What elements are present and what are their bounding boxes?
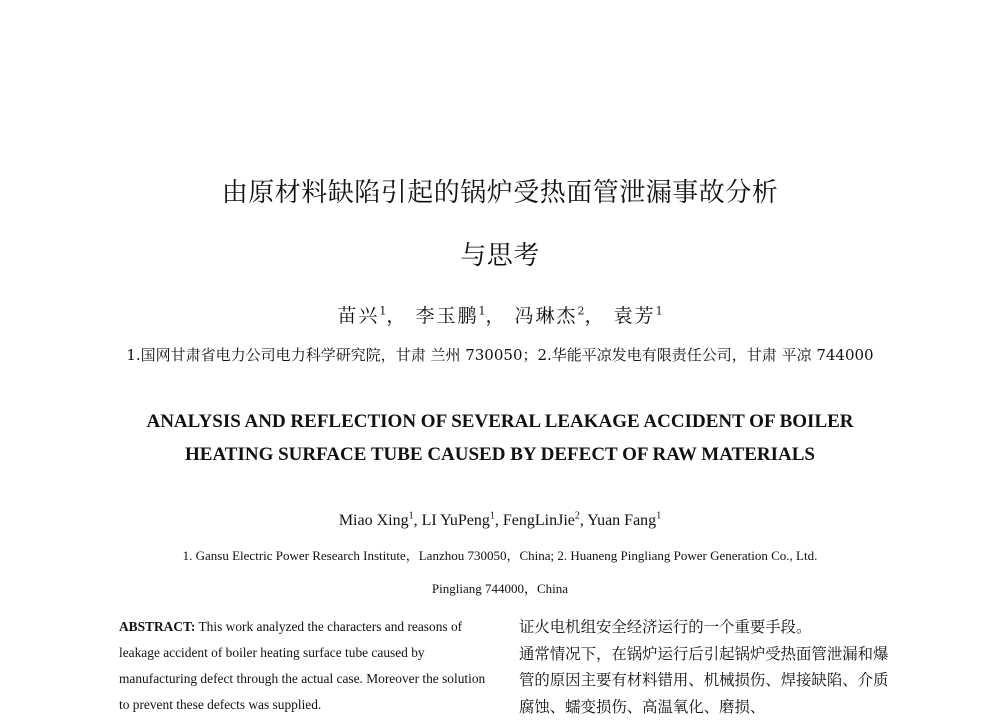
abstract-en [119, 614, 491, 718]
abstract-text: This work analyzed the characters and reasons of leakage accident of boiler heating surface tube caused by manufacturing defect through the actual case. Moreover the solution to prevent these defects was supplied. [119, 619, 485, 712]
author-list-cn [0, 301, 1000, 328]
paper-title-en: ANALYSIS AND REFLECTION OF SEVERAL LEAKAGE ACCIDENT OF BOILER HEATING SURFACE TUBE CAUSED BY DEFECT OF RAW MATERIALS [140, 405, 860, 471]
paper-title-cn-line1: 由原材料缺陷引起的锅炉受热面管泄漏事故分析 [0, 172, 1000, 209]
author-cn: 袁芳$^1$ [614, 305, 663, 327]
author-cn: 李玉鹏$^1$， [415, 305, 506, 327]
affiliation-cn: 1.国网甘肃省电力公司电力科学研究院，甘肃 兰州 730050；2.华能平凉发电有限责任公司，甘肃 平凉 744000 [120, 342, 880, 368]
paper-title-cn-line2: 与思考 [0, 235, 1000, 272]
author-cn: 苗兴$^1$， [337, 305, 407, 327]
body-text-cn [519, 614, 891, 720]
abstract-label: ABSTRACT: [119, 619, 195, 634]
affiliation-en-line1: 1. Gansu Electric Power Research Institute，Lanzhou 730050，China; 2. Huaneng Pingliang Power Generation Co., Ltd. [0, 545, 1000, 564]
author-list-en [0, 511, 1000, 530]
body-paragraph: 证火电机组安全经济运行的一个重要手段。 [519, 614, 891, 641]
affiliation-en-line2: Pingliang 744000，China [0, 578, 1000, 597]
author-cn: 冯琳杰$^2$， [515, 305, 606, 327]
author-en: LI YuPeng$^1$, [422, 512, 503, 529]
author-en: Miao Xing$^1$, [339, 512, 422, 529]
author-en: Yuan Fang$^1$ [587, 512, 661, 529]
body-paragraph: 通常情况下，在锅炉运行后引起锅炉受热面管泄漏和爆管的原因主要有材料错用、机械损伤、焊接缺陷、介质腐蚀、蠕变损伤、高温氧化、磨损、 [519, 641, 891, 720]
author-en: FengLinJie$^2$, [503, 512, 587, 529]
